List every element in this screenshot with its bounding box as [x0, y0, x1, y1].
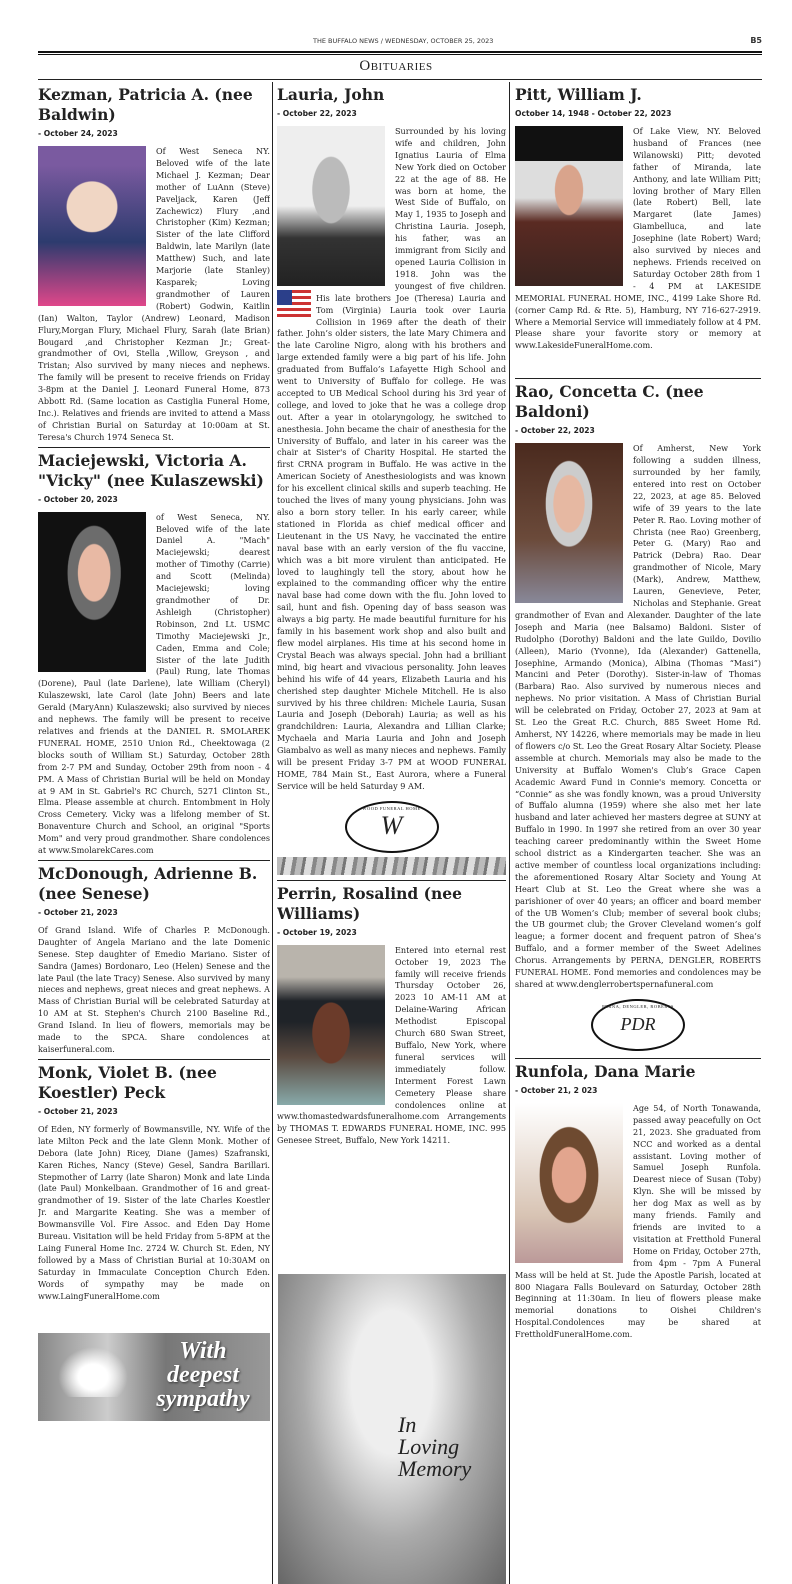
sympathy-text: With deepest sympathy	[156, 1337, 250, 1412]
section-title: Obituaries	[359, 58, 433, 74]
dove-icon	[58, 1347, 128, 1397]
obituary-date: - October 24, 2023	[38, 129, 118, 138]
portrait-photo	[38, 146, 146, 306]
obituary-pitt	[515, 82, 761, 352]
obituary-perrin	[277, 880, 506, 1147]
obituary-name: Monk, Violet B. (nee Koestler) Peck	[38, 1062, 217, 1102]
obituary-text: Of Grand Island. Wife of Charles P. McDonough. Daughter of Angela Mariano and the late Domenic Senese. Step daughter of Emedio Mariano. Sister of Sandra (James) Bordonaro, Leo (Helen) Senese and the late Paul (the late Tracy) Senese. Also survived by many nieces and nephews, great nieces and great nephews. A Mass of Christian Burial will be celebrated Saturday at 10 AM at St. Stephen's Church 2100 Baseline Rd., Grand Island. In lieu of flowers, memorials may be made to the SPCA. Share condolences at kaiserfuneral.com.	[38, 924, 270, 1054]
obituary-date: - October 22, 2023	[277, 109, 357, 118]
obituary-name: Perrin, Rosalind (nee Williams)	[277, 883, 462, 923]
obituary-text: Age 54, of North Tonawanda, passed away peacefully on Oct 21, 2023. She graduated from NCC and worked as a dental assistant. Loving mother of Samuel Joseph Runfola. Dearest niece of Susan (Toby) Klyn. She will be missed by her dog Max as well as by many friends. Family and friends are invited to a visitation at Fretthold Funeral Home on Friday, October 27th, from 4pm - 7pm A Funeral Mass will be held at St. Jude the Apostle Parish, located at 800 Niagara Falls Boulevard on Saturday, October 28th Beginning at 11:30am. In lieu of flowers please make memorial donations to Oishei Children's Hospital.Condolences may be shared at FrettholdFuneralHome.com.	[515, 1102, 761, 1340]
masthead	[38, 34, 762, 46]
obituary-name: Maciejewski, Victoria A. "Vicky" (nee Kulaszewski)	[38, 450, 264, 490]
obituary-name: Kezman, Patricia A. (nee Baldwin)	[38, 85, 253, 124]
column-3	[509, 82, 761, 1584]
obituary-monk	[38, 1059, 270, 1303]
obituary-text: Entered into eternal rest October 19, 2023 The family will receive friends Thursday October 26, 2023 10 AM-11 AM at Delaine-Waring African Methodist Episcopal Church 680 Swan Street, Buffalo, New York, where funeral services will immediately follow. Interment Forest Lawn Cemetery Please share condolences online at www.thomastedwardsfuneralhome.com Arrangements by THOMAS T. EDWARDS FUNERAL HOME, INC. 995 Genesee Street, Buffalo, New York 14211.	[277, 944, 506, 1146]
obituary-date: October 14, 1948 - October 22, 2023	[515, 109, 672, 118]
obituary-text: Surrounded by his loving wife and children, John Ignatius Lauria of Elma New York died on October 22 at the age of 88. He was born at home, the West Side of Buffalo, on May 1, 1935 to Joseph and Christina Lauria. Joseph, his father, was an immigrant from Sicily and opened Lauria Collision in 1918. John was the youngest of five children. His late brothers Joe (Theresa) Lauria and Tom (Virginia) Lauria took over Lauria Collision in 1969 after the death of their father. John’s older sisters, the late Mary Chimera and the late Caroline Nigro, along with his brothers and large extended family were a big part of his life. John graduated from Buffalo’s Lafayette High School and went to University of Buffalo for college. He was accepted to UB Medical School during his 3rd year of college, and loved to joke that he was a college drop out. After a year in otolaryngology, he switched to anesthesia. John became the chair of anesthesia for the University of Buffalo, and later in his career was the chair at Sister's of Charity Hospital. He started the first CRNA program in Buffalo. He was active in the American Society of Anesthesiologists and was known for his excellent clinical skills and superb teaching. He touched the lives of many young physicians. John was also a born story teller. In his early career, while stationed in Florida as chief medical officer and Lieutenant in the US Navy, he vaccinated the entire naval base with an early version of the flu vaccine, which was a bit more virulent than anticipated. He loved to laughingly tell the story, about how he explained to the commanding officer why the entire naval base had come down with the flu. John loved to sail, hunt and fish. Opening day of bass season was always a big party. He made beautiful furniture for his family in his basement work shop and also built and flew model airplanes. His time at his second home in Crystal Beach was always special. John had a brilliant mind, big heart and vivacious personality. John leaves behind his wife of 44 years, Elizabeth Lauria and his cherished step daughter Michele Mitchell. He is also survived by his three children: Michele Lauria, Susan Lauria and Joseph (Deborah) Lauria; as well as his grandchildren: Lauria, Alexandra and Lillian Clarke; Mychaela and Maria Lauria and John and Joseph Giambalvo as well as many nieces and nephews. Family will be present Friday 3-7 PM at WOOD FUNERAL HOME, 784 Main St., East Aurora, where a Funeral Service will be held Saturday 9 AM.	[277, 126, 506, 791]
logo-arc-text: PERNA, DENGLER, ROBERTS	[602, 1003, 674, 1009]
in-loving-memory-banner	[278, 1274, 506, 1584]
section-rule	[38, 79, 762, 80]
in-loving-memory-text: In Loving Memory	[398, 1412, 472, 1481]
obituary-name: Rao, Concetta C. (nee Baldoni)	[515, 382, 704, 422]
masthead-rule	[38, 51, 762, 55]
sympathy-banner	[38, 1333, 270, 1421]
obituary-date: - October 21, 2 023	[515, 1085, 598, 1095]
obituary-text: of West Seneca, NY. Beloved wife of the late Daniel A. "Mach" Maciejewski; dearest mother of Timothy (Carrie) and Scott (Melinda) Maciejewski; loving grandmother of Dr. Ashleigh (Christopher) Robinson, 2nd Lt. USMC Timothy Maciejewski Jr., Caden, Emma and Cole; Sister of the late Judith (Paul) Rung, late Thomas (Dorene), Paul (late Darlene), late William (Cheryl) Kulaszewski, late Carol (late John) Beers and late Gerald (MaryAnn) Kulaszewski; also survived by nieces and nephews. The family will be present to receive relatives and friends at the DANIEL R. SMOLAREK FUNERAL HOME, 2510 Union Rd., Cheektowaga (2 blocks south of William St.) Saturday, October 28th from 2-7 PM and Sunday, October 29th from noon - 4 PM. A Mass of Christian Burial will be held on Monday at 9 AM in St. Gabriel's RC Church, 5271 Clinton St., Elma. Please assemble at church. Entombment in Holy Cross Cemetery. Vicky was a lifelong member of St. Bonaventure Church and School, an original "Sports Mom" and very proud grandmother. Share condolences at www.SmolarekCares.com	[38, 511, 270, 856]
logo-monogram: W	[380, 810, 403, 840]
obituary-name: Pitt, William J.	[515, 85, 642, 104]
american-flag-icon	[277, 290, 311, 320]
obituary-rao	[515, 378, 761, 1055]
wood-funeral-home-logo	[345, 801, 439, 853]
column-1	[38, 82, 270, 1584]
obituary-text: Of West Seneca NY. Beloved wife of the late Michael J. Kezman; Dear mother of LuAnn (Steve) Paveljack, Karen (Jeff Zachewicz) Flury ,and Christopher (Kim) Kezman; Sister of the late Clifford Baldwin, late Marilyn (late Matthew) Such, and late Marjorie (late Stanley) Kasparek; Loving grandmother of Lauren (Robert) Godwin, Kaitlin (Ian) Walton, Taylor (Andrew) Leonard, Madison Flury,Morgan Flury, Michael Flury, Sarah (late Brian) Bougard ,and Christopher Kezman Jr.; Great- grandmother of Ovi, Stella ,Willow, Greyson , and Tristan; Also survived by many nieces and nephews. The family will be present to receive friends on Friday 3-8pm at the Daniel J. Leonard Funeral Home, 873 Abbott Rd. (Same location as Castiglia Funeral Home, Inc.). Relatives and friends are invited to attend a Mass of Christian Burial on Saturday at 10:00am at St. Teresa's Church 1974 Seneca St.	[38, 146, 270, 442]
portrait-photo	[277, 945, 385, 1105]
portrait-photo	[515, 1103, 623, 1263]
obituary-text: Of Amherst, New York following a sudden illness, surrounded by her family, entered into rest on October 22, 2023, at age 85. Beloved wife of 39 years to the late Peter R. Rao. Loving mother of Christa (nee Rao) Greenberg, Peter G. (Mary) Rao and Patrick (Debra) Rao. Dear grandmother of Nicole, Mary (Mark), Andrew, Matthew, Lauren, Genevieve, Peter, Nicholas and Stephanie. Great grandmother of Evan and Alexander. Daughter of the late Joseph and Maria (nee Balsamo) Baldoni. Sister of Rudolpho (Dorothy) Baldoni and the late Guildo, Dovilio (Alleen), Mario (Yvonne), Ida (Alexander) Gattenella, Josephine, Armando (Monica), Albina (Thomas “Masi”) Mancini and Peter (Dorothy). Sister-in-law of Thomas (Barbara) Rao. Also survived by numerous nieces and nephews. No prior visitation. A Mass of Christian Burial will be celebrated on Friday, October 27, 2023 at 9am at St. Leo the Great R.C. Church, 885 Sweet Home Rd. Amherst, NY 14226, where memorials may be made in lieu of flowers c/o St. Leo the Great Rosary Altar Society. Please assemble at church. Memorials may also be made to the University at Buffalo Women's Club’s Grace Capen Academic Award Fund in Connie's memory. Concetta or “Connie” as she was fondly known, was a proud University of Buffalo alumna (1959) where she also met her late husband and later achieved her masters degree at SUNY at Buffalo in 1990. In 1997 she retired from an over 30 year teaching career predominantly within the Sweet Home school district as a Kindergarten teacher. She was an active member of countless local organizations including: the aforementioned Rosary Altar Society and Young At Heart Club at St. Leo the Great where she was a parishioner of over 40 years; an officer and board member of the UB Women’s Club; member of several book clubs; the UB gourmet club; the Grover Cleveland women’s golf league; a former docent and frequent patron of Shea’s Buffalo, and a former member of the Sweet Adelines Chorus. Arrangements by PERNA, DENGLER, ROBERTS FUNERAL HOME. Fond memories and condolences may be shared at www.denglerrobertspernafuneral.com	[515, 443, 761, 989]
obituary-kezman	[38, 82, 270, 444]
page-number: B5	[750, 36, 762, 45]
floral-divider	[277, 857, 506, 875]
obituary-name: Lauria, John	[277, 85, 385, 104]
portrait-photo	[38, 512, 146, 672]
obituary-text: Of Lake View, NY. Beloved husband of Frances (nee Wilanowski) Pitt; devoted father of Miranda, late Anthony, and late William Pitt; loving brother of Mary Ellen (late Robert) Bell, late Margaret (late James) Giambelluca, and late Josephine (late Robert) Ward; also survived by nieces and nephews. Friends received on Saturday October 28th from 1 - 4 PM at LAKESIDE MEMORIAL FUNERAL HOME, INC., 4199 Lake Shore Rd. (corner Camp Rd. & Rte. 5), Hamburg, NY 716-627-2919. Where a Memorial Service will immediately follow at 4 PM. Please share your favorite story or memory at www.LakesideFuneralHome.com.	[515, 126, 761, 351]
obituary-date: - October 22, 2023	[515, 426, 595, 436]
obituary-date: - October 19, 2023	[277, 927, 357, 937]
obituary-lauria	[277, 82, 506, 877]
portrait-photo	[515, 443, 623, 603]
publication-line: THE BUFFALO NEWS / WEDNESDAY, OCTOBER 25, 2023	[313, 37, 494, 45]
logo-monogram: PDR	[620, 1013, 656, 1034]
obituary-date: - October 21, 2023	[38, 907, 118, 917]
obituary-mcdonough	[38, 860, 270, 1056]
obituary-date: - October 20, 2023	[38, 494, 118, 504]
obituary-text: Of Eden, NY formerly of Bowmansville, NY. Wife of the late Milton Peck and the late Glenn Monk. Mother of Debora (late John) Ricey, Diane (James) Szafranski, Karen Riches, Nancy (Steve) Gesel, Sandra Barillari. Stepmother of Larry (late Sharon) Monk and late Linda (late Paul) Monkelbaan. Grandmother of 16 and great-grandmother of 19. Sister of the late Charles Koestler Jr. and Margarite Keating. She was a member of Bowmansville Vol. Fire Assoc. and Eden Day Home Bureau. Visitation will be held Friday from 5-8PM at the Laing Funeral Home Inc. 2724 W. Church St. Eden, NY followed by a Mass of Christian Burial at 10:30AM on Saturday in Immaculate Conception Church Eden. Words of sympathy may be made on www.LaingFuneralHome.com	[38, 1123, 270, 1301]
column-2	[272, 82, 506, 1584]
obituary-name: Runfola, Dana Marie	[515, 1061, 696, 1081]
obituary-name: McDonough, Adrienne B. (nee Senese)	[38, 863, 258, 903]
portrait-photo	[515, 126, 623, 286]
obituary-maciejewski	[38, 447, 270, 857]
portrait-photo	[277, 126, 385, 286]
obituary-date: - October 21, 2023	[38, 1106, 118, 1116]
logo-arc-text: WOOD FUNERAL HOME	[362, 805, 421, 811]
pdr-funeral-home-logo	[591, 999, 685, 1051]
obituary-runfola	[515, 1058, 761, 1341]
